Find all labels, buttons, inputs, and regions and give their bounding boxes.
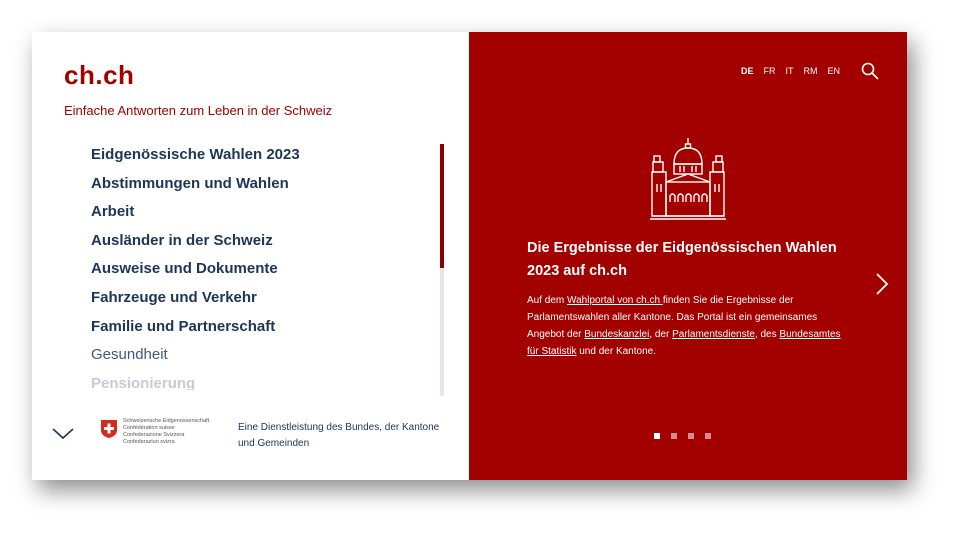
carousel-dot-2[interactable] — [671, 433, 677, 439]
nav-item-pensionierung[interactable]: Pensionierung — [91, 374, 196, 390]
confederation-line: Schweizerische Eidgenossenschaft — [123, 418, 210, 424]
topic-navigation — [91, 144, 431, 390]
link-bundesamt-statistik[interactable]: Bundesamtes für Statistik — [527, 329, 841, 357]
nav-item-gesundheit[interactable]: Gesundheit — [91, 346, 168, 364]
link-wahlportal[interactable]: Wahlportal von ch.ch — [567, 295, 663, 306]
slide-text-part: , der — [649, 329, 673, 340]
language-switcher — [741, 66, 840, 76]
nav-item-familie[interactable]: Familie und Partnerschaft — [91, 317, 276, 335]
nav-item-abstimmungen-und-wahlen[interactable]: Abstimmungen und Wahlen — [91, 174, 289, 192]
featured-slide-panel — [469, 32, 907, 480]
swiss-cross-icon — [101, 420, 117, 438]
search-icon[interactable] — [861, 62, 879, 80]
chevron-down-icon[interactable] — [52, 425, 74, 441]
confederation-line: Confédération suisse — [123, 425, 175, 431]
slide-title: Die Ergebnisse der Eidgenössischen Wahlen 2023 auf ch.ch — [527, 240, 837, 279]
page-frame — [32, 32, 907, 480]
lang-rm[interactable]: RM — [803, 66, 818, 76]
nav-item-auslaender[interactable]: Ausländer in der Schweiz — [91, 231, 273, 249]
nav-scrollbar[interactable] — [440, 144, 444, 396]
nav-scrollbar-thumb[interactable] — [440, 144, 444, 268]
lang-en[interactable]: EN — [827, 66, 841, 76]
site-logo[interactable]: ch.ch — [64, 60, 135, 90]
slide-description — [527, 292, 847, 360]
link-parlamentsdienste[interactable]: Parlamentsdienste — [672, 329, 755, 340]
confederation-wordmark — [123, 418, 209, 446]
confederation-line: Confederazione Svizzera — [123, 432, 185, 438]
carousel-dot-4[interactable] — [705, 433, 711, 439]
carousel-pagination — [654, 433, 711, 439]
site-tagline: Einfache Antworten zum Leben in der Schweiz — [64, 103, 333, 118]
confederation-line: Confederaziun svizra — [123, 439, 175, 445]
slide-text-part: und der Kantone. — [576, 346, 656, 357]
nav-item-eidgenoessische-wahlen[interactable]: Eidgenössische Wahlen 2023 — [91, 146, 300, 163]
carousel-dot-3[interactable] — [688, 433, 694, 439]
parliament-building-icon — [648, 136, 728, 220]
slide-text-part: , des — [754, 329, 780, 340]
nav-item-arbeit[interactable]: Arbeit — [91, 203, 135, 221]
link-bundeskanzlei[interactable]: Bundeskanzlei — [584, 329, 650, 340]
left-panel — [32, 32, 469, 480]
nav-item-ausweise[interactable]: Ausweise und Dokumente — [91, 260, 278, 278]
service-statement: Eine Dienstleistung des Bundes, der Kantone und Gemeinden — [238, 422, 440, 449]
slide-text-part: finden Sie die Ergebnisse der Parlamentswahlen aller Kantone. Das Portal ist ein gemeinsames Angebot der — [527, 295, 818, 340]
carousel-dot-1[interactable] — [654, 433, 660, 439]
lang-it[interactable]: IT — [785, 66, 794, 76]
chevron-right-icon[interactable] — [874, 272, 890, 296]
nav-item-fahrzeuge[interactable]: Fahrzeuge und Verkehr — [91, 288, 257, 306]
lang-fr[interactable]: FR — [763, 66, 776, 76]
slide-text-part: Auf dem — [527, 295, 568, 306]
lang-de[interactable]: DE — [741, 66, 754, 76]
